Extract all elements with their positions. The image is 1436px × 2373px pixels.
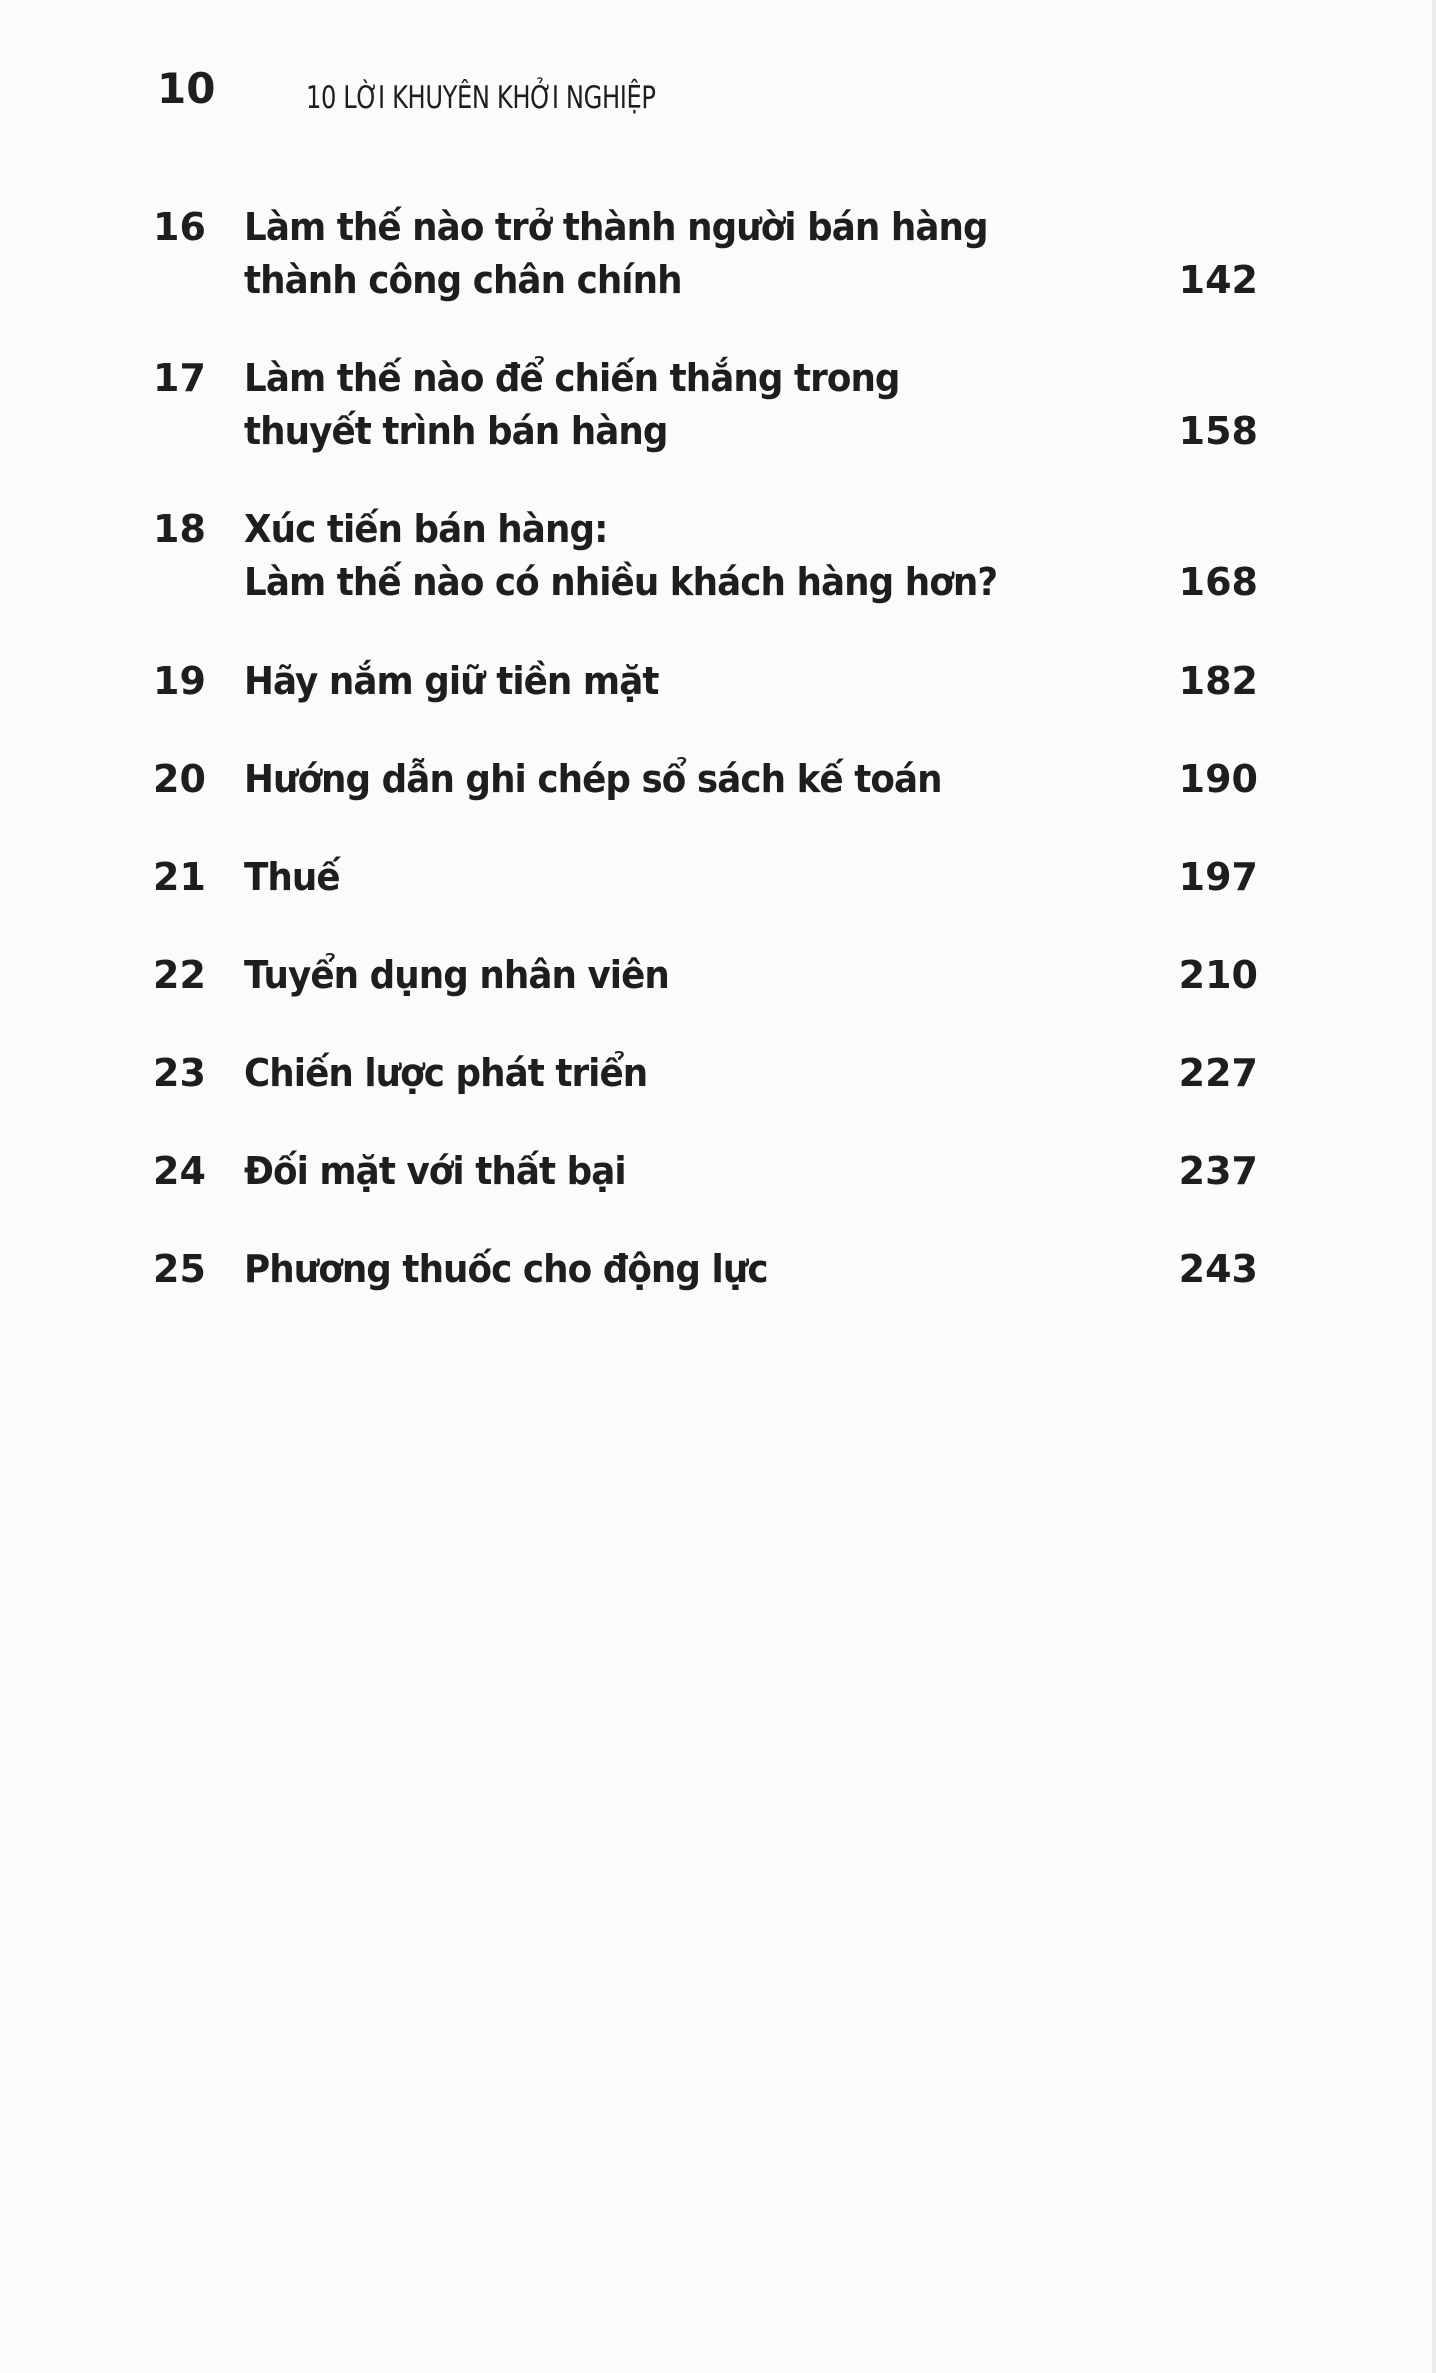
chapter-number: 23 xyxy=(153,1051,206,1095)
chapter-page-number: 190 xyxy=(1178,757,1258,801)
chapter-title-line: Hướng dẫn ghi chép sổ sách kế toán xyxy=(244,757,942,801)
chapter-title-line: thuyết trình bán hàng xyxy=(244,409,668,453)
chapter-number: 22 xyxy=(153,953,206,997)
chapter-number: 16 xyxy=(153,205,206,249)
chapter-title-line: Đối mặt với thất bại xyxy=(244,1149,626,1193)
chapter-page-number: 168 xyxy=(1178,560,1258,604)
chapter-page-number: 197 xyxy=(1178,855,1258,899)
chapter-title-line: Hãy nắm giữ tiền mặt xyxy=(244,659,659,703)
chapter-number: 20 xyxy=(153,757,206,801)
chapter-title-line: Làm thế nào có nhiều khách hàng hơn? xyxy=(244,560,998,604)
chapter-number: 21 xyxy=(153,855,206,899)
chapter-title-line: Xúc tiến bán hàng: xyxy=(244,507,608,551)
chapter-title-line: Tuyển dụng nhân viên xyxy=(244,953,669,997)
chapter-number: 18 xyxy=(153,507,206,551)
running-header-title: 10 LỜI KHUYÊN KHỞI NGHIỆP xyxy=(306,80,656,116)
chapter-title-line: Chiến lược phát triển xyxy=(244,1051,648,1095)
chapter-number: 19 xyxy=(153,659,206,703)
chapter-number: 17 xyxy=(153,356,206,400)
chapter-title-line: Phương thuốc cho động lực xyxy=(244,1247,768,1291)
chapter-page-number: 237 xyxy=(1178,1149,1258,1193)
chapter-title-line: thành công chân chính xyxy=(244,258,682,302)
chapter-page-number: 227 xyxy=(1178,1051,1258,1095)
chapter-page-number: 142 xyxy=(1178,258,1258,302)
chapter-page-number: 243 xyxy=(1178,1247,1258,1291)
page-edge xyxy=(1432,0,1436,2373)
chapter-title-line: Làm thế nào để chiến thắng trong xyxy=(244,356,900,400)
chapter-number: 25 xyxy=(153,1247,206,1291)
chapter-title-line: Thuế xyxy=(244,855,340,899)
chapter-title-line: Làm thế nào trở thành người bán hàng xyxy=(244,205,988,249)
chapter-page-number: 182 xyxy=(1178,659,1258,703)
chapter-number: 24 xyxy=(153,1149,206,1193)
chapter-page-number: 158 xyxy=(1178,409,1258,453)
chapter-page-number: 210 xyxy=(1178,953,1258,997)
page-number: 10 xyxy=(157,64,216,113)
